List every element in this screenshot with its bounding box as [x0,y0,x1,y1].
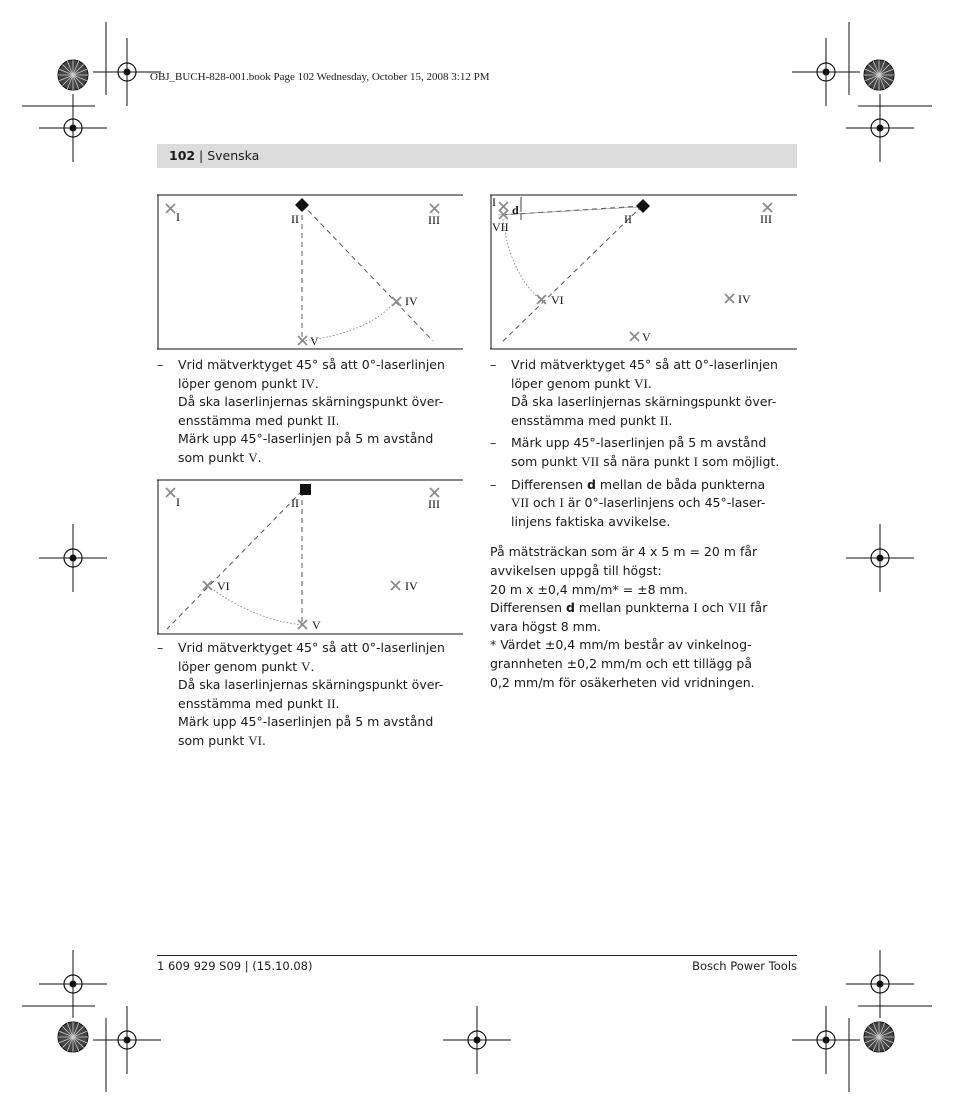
text-line: ensstämma med punkt II. [178,695,340,711]
tolerance-paragraph [490,543,800,692]
color-wheel-icon [864,60,894,90]
text-line: Då ska laserlinjernas skärningspunkt över- [178,394,444,410]
point-label-VII: VII [492,220,509,234]
laser-device-icon [300,484,311,495]
footer-doc-number: 1 609 929 S09 | (15.10.08) [157,959,313,973]
crosshair-icon [39,950,107,1018]
section-name: Svenska [207,148,260,163]
text-line: löper genom punkt VI. [511,375,652,391]
text-line: grannheten ±0,2 mm/m och ett tillägg på [490,655,753,671]
text-line: avvikelsen uppgå till högst: [490,562,662,578]
crosshair-icon [39,524,107,592]
crosshair-icon [443,1006,511,1074]
text-line: 20 m x ±0,4 mm/m* = ±8 mm. [490,581,688,597]
text-line: Vrid mätverktyget 45° så att 0°-laserlinjen [178,640,445,655]
point-label-II: II [291,212,299,226]
footer-divider [157,955,797,956]
text-line: Märk upp 45°-laserlinjen på 5 m avstånd [178,714,434,730]
point-label-II: II [624,212,632,226]
text-line: som punkt VI. [178,732,266,748]
point-label-VI: VI [217,579,230,593]
crosshair-icon [846,524,914,592]
text-line: På mätsträckan som är 4 x 5 m = 20 m får [490,544,758,560]
crosshair-icon [846,94,914,162]
text-line: * Värdet ±0,4 mm/m består av vinkelnog- [490,637,752,653]
text-line: Differensen d mellan punkterna I och VII får [490,600,768,616]
point-label-IV: IV [405,294,418,308]
point-label-V: V [642,330,651,344]
figure-1 [157,194,463,350]
instruction-block-1 [157,356,467,468]
crosshair-icon [792,1006,860,1074]
text-line: linjens faktiska avvikelse. [511,513,671,529]
crosshair-icon [39,94,107,162]
section-title: | Svenska [199,148,260,163]
point-label-III: III [428,213,440,227]
point-label-III: III [760,212,772,226]
list-item [490,434,800,471]
point-label-IV: IV [738,292,751,306]
text-line: löper genom punkt V. [178,658,315,674]
text-line: Vrid mätverktyget 45° så att 0°-laserlinjen [511,357,778,372]
instruction-block-3 [490,356,800,692]
text-line: Vrid mätverktyget 45° så att 0°-laserlinjen [178,357,445,372]
text-line: ensstämma med punkt II. [178,412,340,428]
text-line: Differensen d mellan de båda punkterna [511,476,766,492]
list-dash: – [157,640,164,655]
crosshair-icon [93,1006,161,1074]
text-line: som punkt VII så nära punkt I som möjligt. [511,453,780,469]
page-header-band [157,144,797,168]
point-label-V: V [310,334,319,348]
list-dash: – [490,357,497,372]
text-line: vara högst 8 mm. [490,618,601,634]
text-line: Då ska laserlinjernas skärningspunkt över- [178,677,444,693]
list-dash: – [490,476,497,492]
instruction-block-2 [157,639,467,751]
text-line: Märk upp 45°-laserlinjen på 5 m avstånd [511,435,767,451]
text-line: Då ska laserlinjernas skärningspunkt över- [511,394,777,410]
point-label-I: I [176,210,180,224]
color-wheel-icon [58,60,88,90]
point-label-IV: IV [405,579,418,593]
list-dash: – [490,435,497,451]
list-item [157,356,467,468]
text-line: 0,2 mm/m för osäkerheten vid vridningen. [490,674,755,690]
text-line: löper genom punkt IV. [178,375,319,391]
point-label-III: III [428,497,440,511]
text-line: som punkt V. [178,449,262,465]
text-line: Märk upp 45°-laserlinjen på 5 m avstånd [178,431,434,447]
list-item [157,639,467,751]
crosshair-icon [792,38,860,106]
text-line: VII och I är 0°-laserlinjens och 45°-laser- [511,495,766,511]
page-number: 102 [169,148,196,163]
laser-device-icon [636,199,650,213]
distance-label-d: d [512,203,519,217]
list-dash: – [157,357,164,372]
list-item [490,476,800,532]
text-line: ensstämma med punkt II. [511,412,673,428]
footer-brand: Bosch Power Tools [692,959,797,973]
point-label-I: I [492,195,496,209]
crosshair-icon [846,950,914,1018]
figure-3 [490,194,797,350]
point-label-I: I [176,495,180,509]
color-wheel-icon [58,1022,88,1052]
point-label-VI: VI [551,293,564,307]
color-wheel-icon [864,1022,894,1052]
list-item [490,356,800,430]
print-header: OBJ_BUCH-828-001.book Page 102 Wednesday, October 15, 2008 3:12 PM [150,71,490,83]
point-label-II: II [291,496,299,510]
figure-2 [157,479,463,635]
point-label-V: V [312,618,321,632]
laser-device-icon [295,198,309,212]
